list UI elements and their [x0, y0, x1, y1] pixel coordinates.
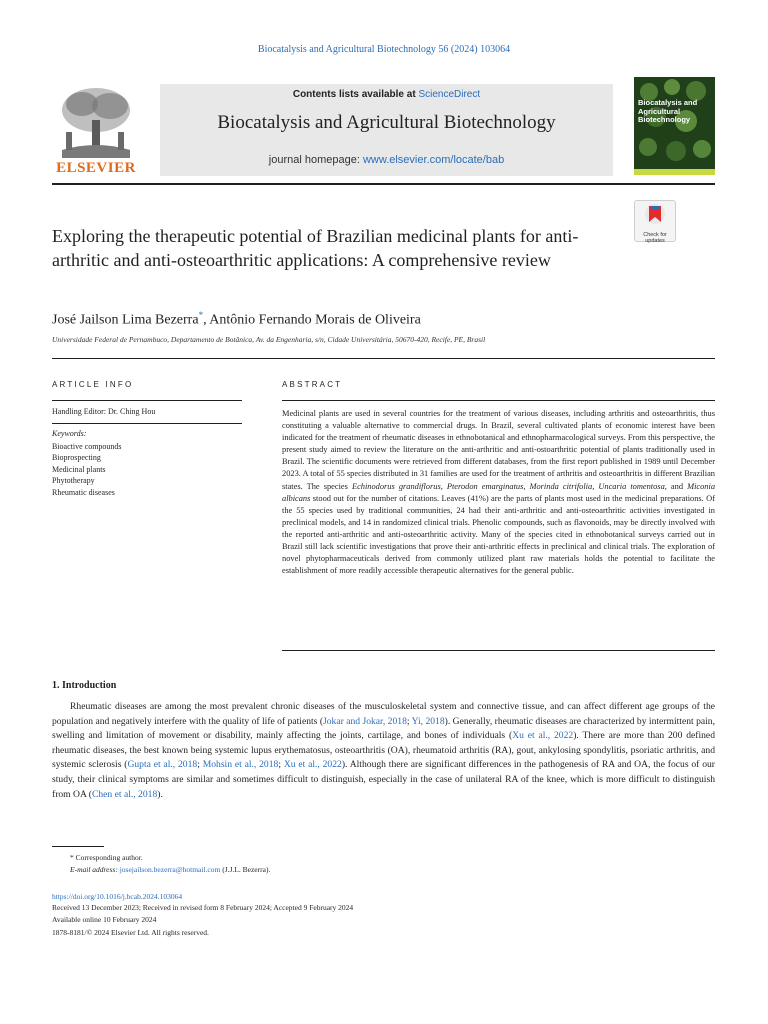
corresponding-author-note: * Corresponding author. — [70, 853, 143, 862]
check-for-updates-badge[interactable] — [634, 200, 676, 242]
handling-editor: Handling Editor: Dr. Ching Hou — [52, 407, 156, 416]
email-note — [70, 865, 270, 874]
citation-link[interactable]: Gupta et al., 2018 — [127, 759, 198, 771]
intro-text: ). There are more than 200 defined rheumatic diseases, the best known being systemic lupus erythematosus, osteoarthritis (OA), rheumatoid arthritis (RA), gout, ankylosing spondylitis, psoriatic arthritis, and systemic sclerosis ( — [52, 730, 715, 771]
author-separator: , — [203, 312, 210, 328]
abstract-species-2: Miconia albicans — [282, 481, 716, 503]
abstract-part-2: and — [666, 481, 688, 491]
intro-text: ; — [197, 759, 203, 771]
keyword-item: Rheumatic diseases — [52, 487, 115, 497]
journal-homepage — [160, 154, 613, 166]
sciencedirect-link[interactable]: ScienceDirect — [418, 89, 481, 100]
keywords-rule — [52, 423, 242, 424]
abstract-species: Echinodorus grandiflorus, Pterodon emarginatus, Morinda citrifolia, Uncaria tomentosa, — [351, 481, 667, 491]
footnote-rule — [52, 846, 104, 847]
introduction-paragraph — [52, 700, 715, 802]
abstract-heading: ABSTRACT — [282, 380, 343, 389]
check-for-updates-label: Check for updates — [643, 232, 667, 244]
cover-title: Biocatalysis and Agricultural Biotechnology — [638, 98, 698, 124]
article-info-rule — [52, 400, 242, 401]
doi-link[interactable]: https://doi.org/10.1016/j.bcab.2024.103064 — [52, 892, 183, 901]
homepage-prefix: journal homepage: — [268, 154, 363, 166]
contents-line — [160, 89, 613, 100]
intro-text: Rheumatic diseases are among the most prevalent chronic diseases of the musculoskeletal system and connective tissue, and can affect different age groups of the population and negatively interfere with the quality of life of patients ( — [52, 701, 715, 727]
keyword-item: Phytotherapy — [52, 476, 95, 486]
affiliation: Universidade Federal de Pernambuco, Departamento de Botânica, Av. da Engenharia, s/n, Cidade Universitária, 50670-420, Recife, PE, Brasil — [52, 335, 486, 344]
intro-text: ). Generally, rheumatic diseases are characterized by intermittent pain, swelling and limitation of movement or disability, mainly affecting the joints, cartilage, and bones of individuals ( — [52, 715, 715, 742]
abstract-part-3: stood out for the number of citations. Leaves (41%) are the parts of plants most used in the medicinal preparations. Of the 55 species used by traditional communities, 24 had their anti-arthritic and anti-osteoarthritic activities investigated in preclinical models, and 14 in randomized clinical trials. Phenolic compounds, such as flavonoids, may be directly involved with the reported anti-arthritic and anti-osteoarthritic activity. Many of the species cited in ethnobotanical surveys carried out in Brazil still lack scientific investigations that prove their anti-arthritic effects in preclinical and clinical trials. The exploration of novel phytopharmaceuticals derived from commonly utilized plant raw materials holds the potential to facilitate the establishment of more readily accessible therapeutic alternatives for the general public. — [282, 493, 715, 576]
article-title: Exploring the therapeutic potential of Brazilian medicinal plants for anti-arthritic and anti-osteoarthritic applications: A comprehensive review — [52, 226, 579, 270]
keyword-list — [52, 441, 122, 498]
intro-text: ). — [157, 788, 163, 800]
keyword-item: Bioprospecting — [52, 453, 101, 463]
intro-text: ; — [406, 715, 412, 727]
homepage-link[interactable]: www.elsevier.com/locate/bab — [362, 154, 505, 166]
author-list — [52, 310, 612, 329]
copyright: 1878-8181/© 2024 Elsevier Ltd. All rights reserved. — [52, 928, 209, 937]
abstract-text — [282, 408, 715, 577]
elsevier-wordmark: ELSEVIER — [56, 160, 136, 176]
intro-text: ; — [278, 759, 284, 771]
keyword-item: Medicinal plants — [52, 464, 106, 474]
intro-text: ). Although there are significant differences in the pathogenesis of RA and OA, the focus of our study, their clinical symptoms are similar and sometimes difficult to distinguish, especially in the case of unilateral RA of the knee, which is more difficult to distinguish from OA ( — [52, 759, 715, 800]
journal-title[interactable]: Biocatalysis and Agricultural Biotechnology — [217, 112, 556, 133]
available-online: Available online 10 February 2024 — [52, 915, 157, 924]
corresponding-author-mark[interactable]: * — [198, 310, 204, 320]
citation-link[interactable]: Mohsin et al., 2018 — [202, 759, 279, 771]
citation-link[interactable]: Xu et al., 2022 — [283, 759, 342, 771]
author-1[interactable]: José Jailson Lima Bezerra — [52, 312, 199, 328]
abstract-part-1: Medicinal plants are used in several countries for the treatment of various diseases, including arthritis and osteoarthritis, thus constituting a valuable alternative to commercial drugs. In Brazil, several cultivated plants of economic interest have been indicated for the treatment of rheumatic diseases in ethnobotanical and ethnopharmacological surveys. From this perspective, the present study aimed to review the literature on the anti-arthritic and anti-ostoarthritic potential of plants traditionally used in Brazil. The scientific documents were retrieved from different databases, from the first report published in 1989 until December 2023. A total of 55 species distributed in 31 families are used for the treatment of arthritis and osteoarthritis in different Brazilian states. The species — [282, 409, 715, 491]
journal-citation[interactable]: Biocatalysis and Agricultural Biotechnology 56 (2024) 103064 — [257, 44, 511, 55]
abstract-bottom-rule — [282, 650, 715, 651]
received-dates: Received 13 December 2023; Received in revised form 8 February 2024; Accepted 9 February 2024 — [52, 903, 354, 912]
citation-link[interactable]: Chen et al., 2018 — [91, 788, 158, 800]
bookmark-icon — [635, 201, 675, 227]
section-rule — [52, 358, 715, 359]
journal-banner — [160, 84, 613, 176]
email-link[interactable]: josejailson.bezerra@hotmail.com — [119, 865, 221, 874]
email-suffix: (J.J.L. Bezerra). — [220, 865, 271, 874]
citation-link[interactable]: Xu et al., 2022 — [512, 730, 574, 742]
keyword-item: Bioactive compounds — [52, 442, 122, 451]
keywords-label: Keywords: — [52, 429, 87, 438]
introduction-heading: 1. Introduction — [52, 680, 117, 691]
journal-cover-image[interactable] — [634, 77, 715, 175]
email-label: E-mail address: — [70, 865, 120, 874]
contents-prefix: Contents lists available at — [292, 89, 419, 100]
citation-link[interactable]: Jokar and Jokar, 2018 — [323, 715, 407, 727]
citation-link[interactable]: Yi, 2018 — [411, 715, 445, 727]
header-rule — [52, 183, 715, 185]
abstract-rule — [282, 400, 715, 401]
author-2[interactable]: Antônio Fernando Morais de Oliveira — [209, 312, 421, 328]
article-info-heading: ARTICLE INFO — [52, 380, 134, 389]
